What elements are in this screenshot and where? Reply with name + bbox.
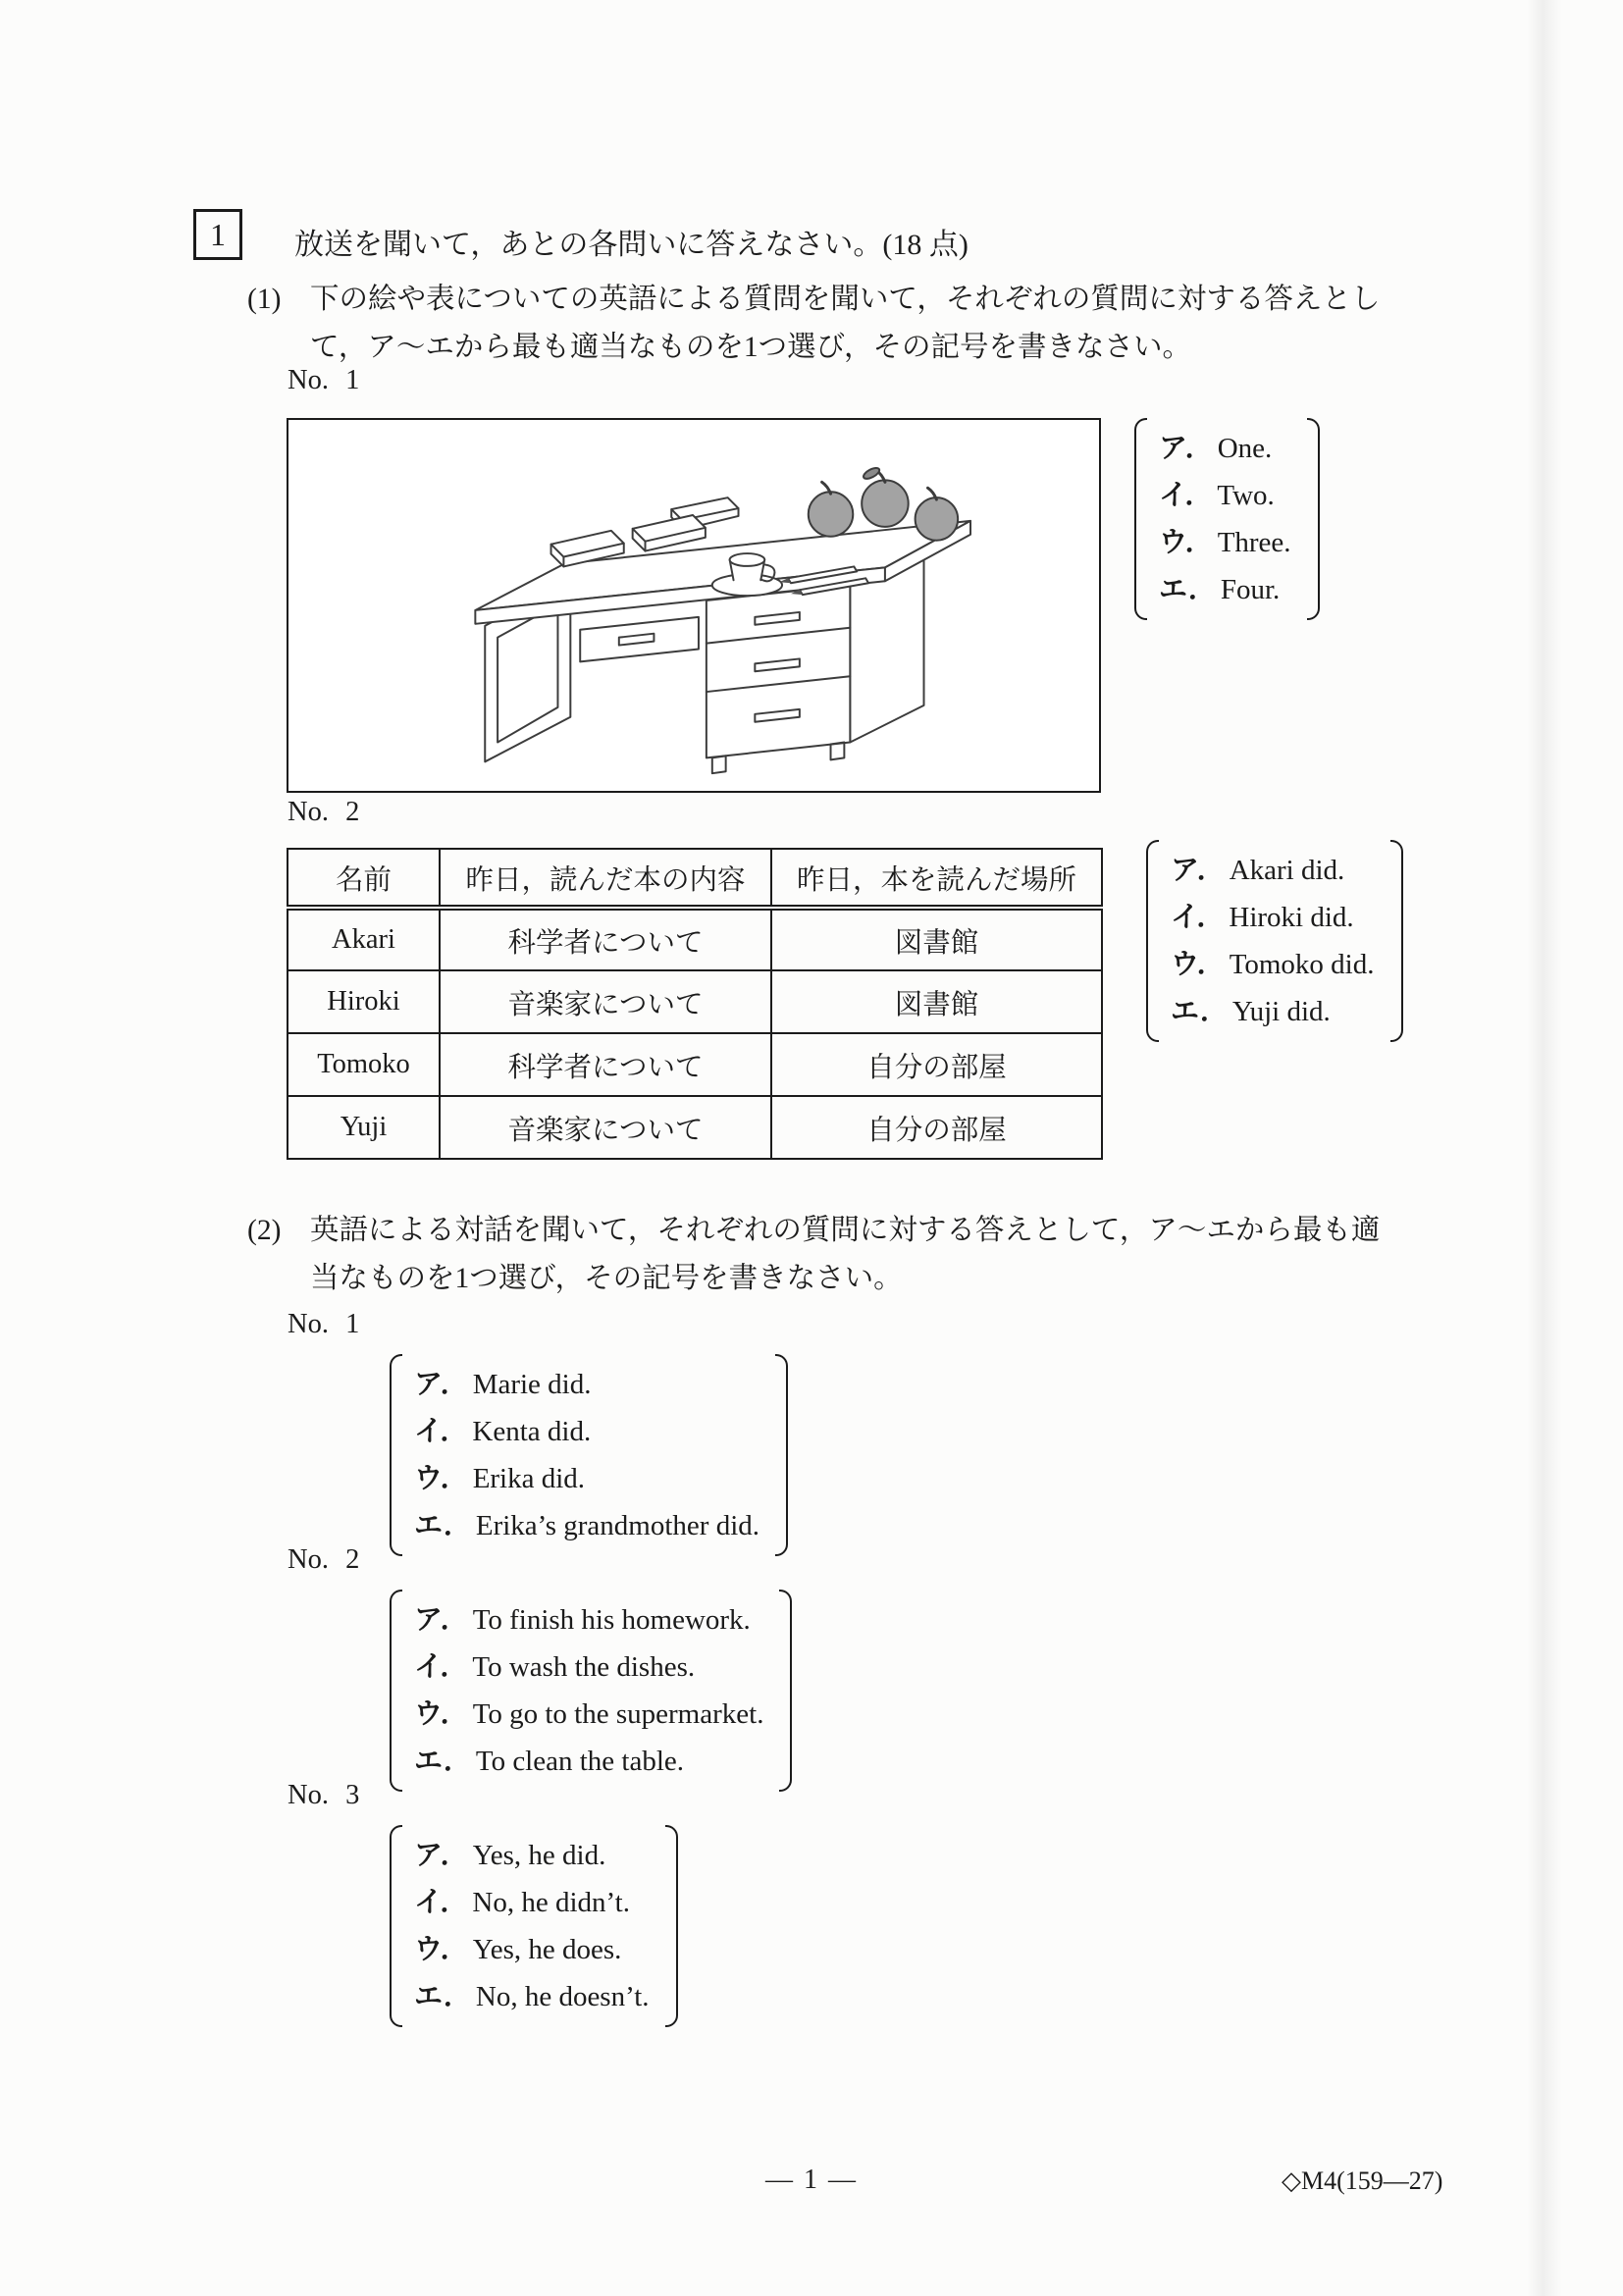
choice-text: To wash the dishes. <box>472 1651 696 1683</box>
choice-item <box>414 1644 763 1691</box>
left-bracket <box>390 1354 402 1556</box>
part2-instruction-line1-row <box>247 1207 1380 1255</box>
cell-place: 図書館 <box>771 970 1102 1033</box>
left-bracket <box>1146 840 1159 1042</box>
cell-place: 図書館 <box>771 908 1102 970</box>
picture-box <box>287 418 1101 793</box>
choice-text: Akari did. <box>1229 855 1345 886</box>
choice-mark: エ． <box>414 1746 472 1777</box>
choice-text: Hiroki did. <box>1229 902 1354 933</box>
choice-mark: ア． <box>414 1840 469 1871</box>
right-bracket <box>775 1354 788 1556</box>
choice-mark: ア． <box>414 1604 469 1636</box>
table-row <box>288 908 1102 970</box>
left-bracket <box>390 1590 402 1792</box>
desk-drawer-unit <box>707 585 850 757</box>
scan-artifact <box>1527 0 1562 2296</box>
question-number-box <box>193 209 242 260</box>
choice-item <box>414 1879 650 1926</box>
part1-no1-label: No. 1 <box>288 365 360 395</box>
col-header-content: 昨日，読んだ本の内容 <box>440 849 771 908</box>
choice-item <box>414 1455 759 1502</box>
choice-text: No, he didn’t. <box>472 1887 630 1918</box>
part1-label: (1) <box>247 284 282 315</box>
right-bracket <box>1390 840 1403 1042</box>
part1-no2-label: No. 2 <box>288 797 360 827</box>
cell-place: 自分の部屋 <box>771 1096 1102 1159</box>
choice-item <box>414 1832 650 1879</box>
desk-illustration-icon <box>288 420 1099 791</box>
choice-mark: エ． <box>414 1981 472 2012</box>
table-row <box>288 970 1102 1033</box>
choice-mark: ウ． <box>1159 527 1214 558</box>
cell-name: Hiroki <box>288 970 440 1033</box>
choice-text: To finish his homework. <box>472 1604 751 1636</box>
choice-mark: イ． <box>1171 902 1226 933</box>
cell-name: Yuji <box>288 1096 440 1159</box>
choice-text: Yes, he does. <box>472 1934 622 1965</box>
question-number: 1 <box>210 216 226 252</box>
page-number: — 1 — <box>765 2165 858 2195</box>
right-bracket <box>1307 418 1320 620</box>
part1-instruction-line1: 下の絵や表についての英語による質問を聞いて，それぞれの質問に対する答えとし <box>310 284 1381 315</box>
table-header-row <box>288 849 1102 908</box>
choice-text: Three. <box>1217 527 1291 558</box>
choice-mark: エ． <box>414 1510 472 1541</box>
cell-name: Akari <box>288 908 440 970</box>
cell-content: 科学者について <box>440 1033 771 1096</box>
choice-text: Erika did. <box>472 1463 586 1494</box>
left-bracket <box>1134 418 1147 620</box>
part2-no3-choices <box>390 1825 678 2027</box>
choice-item <box>414 1691 763 1738</box>
choice-text: Marie did. <box>472 1369 592 1400</box>
part1-instruction-line1-row <box>247 276 1380 324</box>
table-row <box>288 1033 1102 1096</box>
cell-place: 自分の部屋 <box>771 1033 1102 1096</box>
choice-mark: イ． <box>1159 480 1214 511</box>
choice-item <box>1171 988 1375 1035</box>
cell-content: 音楽家について <box>440 1096 771 1159</box>
choice-item <box>1159 566 1291 613</box>
choice-text: Yes, he did. <box>472 1840 606 1871</box>
table-row <box>288 1096 1102 1159</box>
col-header-place: 昨日，本を読んだ場所 <box>771 849 1102 908</box>
part1-no2-choices <box>1146 840 1403 1042</box>
choice-text: To go to the supermarket. <box>472 1698 764 1730</box>
col-header-name: 名前 <box>288 849 440 908</box>
choice-text: One. <box>1217 433 1273 464</box>
choice-item <box>414 1973 650 2020</box>
choice-item <box>1159 472 1291 519</box>
choice-text: Kenta did. <box>472 1416 592 1447</box>
choice-item <box>414 1361 759 1408</box>
choice-item <box>1171 894 1375 941</box>
choice-item <box>414 1926 650 1973</box>
part2-instruction-line1: 英語による対話を聞いて，それぞれの質問に対する答えとして，ア～エから最も適 <box>310 1215 1381 1246</box>
choice-text: Four. <box>1220 574 1281 605</box>
choice-item <box>414 1502 759 1549</box>
choice-item <box>1171 847 1375 894</box>
choice-mark: ア． <box>414 1369 469 1400</box>
part2-instructions <box>247 1207 1380 1303</box>
question-title: 放送を聞いて，あとの各問いに答えなさい。(18 点) <box>294 229 969 261</box>
right-bracket <box>665 1825 678 2027</box>
choice-mark: ア． <box>1159 433 1214 464</box>
choice-mark: ウ． <box>414 1698 469 1730</box>
cell-content: 科学者について <box>440 908 771 970</box>
choice-item <box>414 1596 763 1644</box>
cell-name: Tomoko <box>288 1033 440 1096</box>
choice-text: Two. <box>1217 480 1275 511</box>
part1-no1-choices <box>1134 418 1320 620</box>
choice-mark: イ． <box>414 1416 469 1447</box>
choice-text: To clean the table. <box>475 1746 685 1777</box>
part2-label: (2) <box>247 1215 282 1246</box>
left-bracket <box>390 1825 402 2027</box>
choice-text: Yuji did. <box>1231 996 1331 1027</box>
choice-mark: エ． <box>1171 996 1229 1027</box>
part1-instruction-line2: て，ア～エから最も適当なものを1つ選び，その記号を書きなさい。 <box>310 332 1191 363</box>
choice-text: No, he doesn’t. <box>475 1981 650 2012</box>
choice-text: Tomoko did. <box>1229 949 1375 980</box>
choice-mark: ア． <box>1171 855 1226 886</box>
part1-instructions <box>247 276 1380 372</box>
doc-code: ◇M4(159—27) <box>1282 2166 1443 2195</box>
choice-item <box>1171 941 1375 988</box>
cell-content: 音楽家について <box>440 970 771 1033</box>
choice-item <box>414 1408 759 1455</box>
choice-item <box>1159 425 1291 472</box>
part2-no1-label: No. 1 <box>288 1309 360 1339</box>
choice-mark: ウ． <box>1171 949 1226 980</box>
right-bracket <box>779 1590 792 1792</box>
choice-mark: ウ． <box>414 1463 469 1494</box>
choice-item <box>414 1738 763 1785</box>
choice-text: Erika’s grandmother did. <box>475 1510 759 1541</box>
choice-mark: ウ． <box>414 1934 469 1965</box>
choice-item <box>1159 519 1291 566</box>
choice-mark: イ． <box>414 1651 469 1683</box>
choice-mark: イ． <box>414 1887 469 1918</box>
part2-no3-label: No. 3 <box>288 1780 360 1810</box>
part2-no1-choices <box>390 1354 788 1556</box>
part2-instruction-line2: 当なものを1つ選び，その記号を書きなさい。 <box>310 1263 903 1294</box>
part2-no2-label: No. 2 <box>288 1544 360 1575</box>
choice-mark: エ． <box>1159 574 1217 605</box>
part2-no2-choices <box>390 1590 792 1792</box>
reading-table <box>287 848 1103 1160</box>
